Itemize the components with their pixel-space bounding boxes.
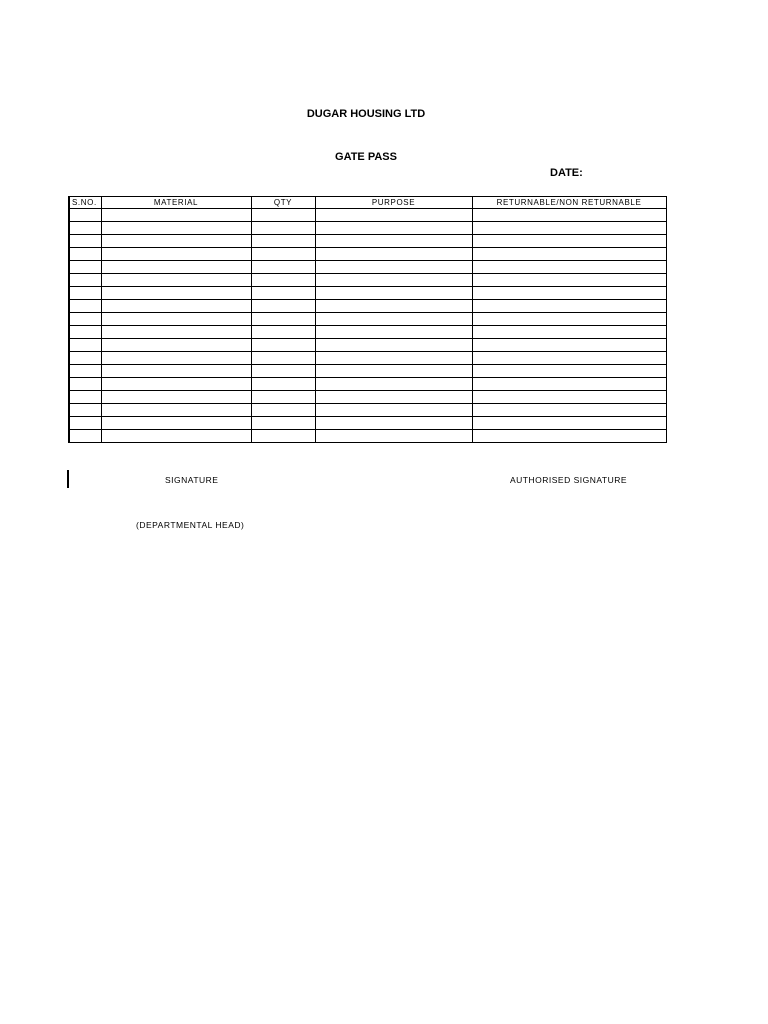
table-row <box>69 404 666 417</box>
material-cell <box>101 300 251 313</box>
sno-cell <box>69 261 101 274</box>
table-row <box>69 326 666 339</box>
qty-cell <box>251 326 315 339</box>
table-row <box>69 430 666 443</box>
returnable-cell <box>472 326 666 339</box>
qty-cell <box>251 287 315 300</box>
qty-cell <box>251 248 315 261</box>
purpose-cell <box>315 417 472 430</box>
material-cell <box>101 261 251 274</box>
returnable-cell <box>472 378 666 391</box>
returnable-cell <box>472 209 666 222</box>
returnable-cell <box>472 417 666 430</box>
material-cell <box>101 313 251 326</box>
sno-cell <box>69 365 101 378</box>
sno-cell <box>69 300 101 313</box>
table-row <box>69 300 666 313</box>
sno-cell <box>69 287 101 300</box>
table-row <box>69 209 666 222</box>
purpose-cell <box>315 274 472 287</box>
returnable-cell <box>472 430 666 443</box>
table-row <box>69 417 666 430</box>
table-row <box>69 222 666 235</box>
sno-cell <box>69 274 101 287</box>
material-cell <box>101 209 251 222</box>
purpose-cell <box>315 248 472 261</box>
qty-cell <box>251 352 315 365</box>
purpose-cell <box>315 326 472 339</box>
returnable-cell <box>472 222 666 235</box>
table-row <box>69 261 666 274</box>
form-title: GATE PASS <box>335 151 397 163</box>
purpose-cell <box>315 300 472 313</box>
returnable-cell <box>472 300 666 313</box>
material-cell <box>101 391 251 404</box>
table-body <box>69 209 666 443</box>
department-head-label: (DEPARTMENTAL HEAD) <box>136 520 245 530</box>
sno-cell <box>69 313 101 326</box>
column-header-material: MATERIAL <box>101 197 251 209</box>
column-header-qty: QTY <box>251 197 315 209</box>
qty-cell <box>251 339 315 352</box>
qty-cell <box>251 378 315 391</box>
sno-cell <box>69 339 101 352</box>
qty-cell <box>251 222 315 235</box>
table-row <box>69 235 666 248</box>
material-cell <box>101 430 251 443</box>
sno-cell <box>69 209 101 222</box>
authorised-signature-label: AUTHORISED SIGNATURE <box>510 475 628 485</box>
material-cell <box>101 248 251 261</box>
sno-cell <box>69 378 101 391</box>
returnable-cell <box>472 391 666 404</box>
table-row <box>69 313 666 326</box>
qty-cell <box>251 417 315 430</box>
material-cell <box>101 378 251 391</box>
purpose-cell <box>315 261 472 274</box>
purpose-cell <box>315 287 472 300</box>
qty-cell <box>251 300 315 313</box>
purpose-cell <box>315 391 472 404</box>
table-row <box>69 391 666 404</box>
qty-cell <box>251 313 315 326</box>
material-cell <box>101 352 251 365</box>
purpose-cell <box>315 339 472 352</box>
returnable-cell <box>472 274 666 287</box>
sno-cell <box>69 235 101 248</box>
sno-cell <box>69 222 101 235</box>
material-cell <box>101 235 251 248</box>
purpose-cell <box>315 313 472 326</box>
left-margin-mark <box>67 470 69 488</box>
column-header-sno: S.NO. <box>69 197 101 209</box>
column-header-purpose: PURPOSE <box>315 197 472 209</box>
purpose-cell <box>315 404 472 417</box>
date-label: DATE: <box>550 167 583 179</box>
material-cell <box>101 417 251 430</box>
sno-cell <box>69 391 101 404</box>
material-cell <box>101 339 251 352</box>
sno-cell <box>69 404 101 417</box>
purpose-cell <box>315 352 472 365</box>
qty-cell <box>251 235 315 248</box>
sno-cell <box>69 430 101 443</box>
returnable-cell <box>472 339 666 352</box>
qty-cell <box>251 404 315 417</box>
purpose-cell <box>315 209 472 222</box>
purpose-cell <box>315 430 472 443</box>
table-header-row <box>69 197 666 209</box>
gate-pass-table <box>68 196 667 443</box>
material-cell <box>101 365 251 378</box>
qty-cell <box>251 430 315 443</box>
returnable-cell <box>472 287 666 300</box>
material-cell <box>101 287 251 300</box>
sno-cell <box>69 417 101 430</box>
purpose-cell <box>315 378 472 391</box>
returnable-cell <box>472 365 666 378</box>
table-row <box>69 274 666 287</box>
sno-cell <box>69 326 101 339</box>
column-header-returnable: RETURNABLE/NON RETURNABLE <box>472 197 666 209</box>
purpose-cell <box>315 365 472 378</box>
material-cell <box>101 326 251 339</box>
material-cell <box>101 222 251 235</box>
returnable-cell <box>472 248 666 261</box>
returnable-cell <box>472 352 666 365</box>
qty-cell <box>251 261 315 274</box>
table-row <box>69 365 666 378</box>
qty-cell <box>251 391 315 404</box>
returnable-cell <box>472 404 666 417</box>
table-row <box>69 339 666 352</box>
material-cell <box>101 404 251 417</box>
purpose-cell <box>315 235 472 248</box>
table-row <box>69 248 666 261</box>
qty-cell <box>251 274 315 287</box>
table-row <box>69 378 666 391</box>
sno-cell <box>69 352 101 365</box>
purpose-cell <box>315 222 472 235</box>
material-cell <box>101 274 251 287</box>
returnable-cell <box>472 313 666 326</box>
returnable-cell <box>472 235 666 248</box>
qty-cell <box>251 365 315 378</box>
signature-label: SIGNATURE <box>165 475 219 485</box>
company-name: DUGAR HOUSING LTD <box>306 108 426 120</box>
returnable-cell <box>472 261 666 274</box>
qty-cell <box>251 209 315 222</box>
table-row <box>69 287 666 300</box>
table-row <box>69 352 666 365</box>
sno-cell <box>69 248 101 261</box>
